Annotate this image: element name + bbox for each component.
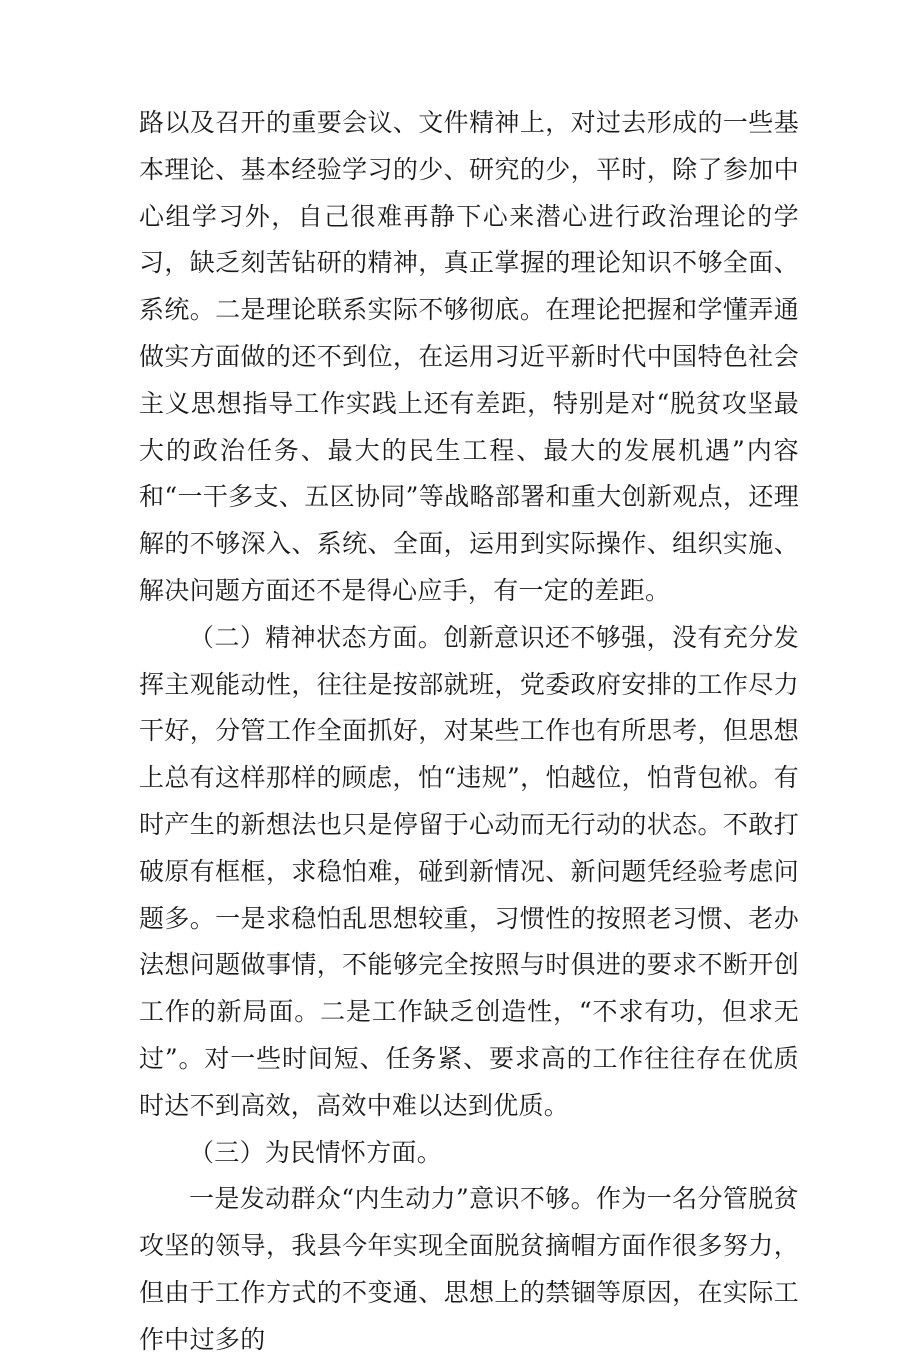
paragraph-continuation: 路以及召开的重要会议、文件精神上，对过去形成的一些基本理论、基本经验学习的少、研究的少，平时，除了参加中心组学习外，自己很难再静下心来潜心进行政治理论的学习，缺乏刻苦钻研的精神，真正掌握的理论知识不够全面、系统。二是理论联系实际不够彻底。在理论把握和学懂弄通做实方面做的还不到位，在运用习近平新时代中国特色社会主义思想指导工作实践上还有差距，特别是对“脱贫攻坚最大的政治任务、最大的民生工程、最大的发展机遇”内容和“一干多支、五区协同”等战略部署和重大创新观点，还理解的不够深入、系统、全面，运用到实际操作、组织实施、解决问题方面还不是得心应手，有一定的差距。	[139, 108, 799, 605]
paragraph-section-three-point-one: 一是发动群众“内生动力”意识不够。作为一名分管脱贫攻坚的领导，我县今年实现全面脱贫摘帽方面作很多努力，但由于工作方式的不变通、思想上的禁锢等原因，在实际工作中过多的	[139, 1184, 799, 1354]
document-body	[139, 100, 799, 1364]
paragraph-section-two: （二）精神状态方面。创新意识还不够强，没有充分发挥主观能动性，往往是按部就班，党委政府安排的工作尽力干好，分管工作全面抓好，对某些工作也有所思考，但思想上总有这样那样的顾虑，怕“违规”，怕越位，怕背包袱。有时产生的新想法也只是停留于心动而无行动的状态。不敢打破原有框框，求稳怕难，碰到新情况、新问题凭经验考虑问题多。一是求稳怕乱思想较重，习惯性的按照老习惯、老办法想问题做事情，不能够完全按照与时俱进的要求不断开创工作的新局面。二是工作缺乏创造性，“不求有功，但求无过”。对一些时间短、任务紧、要求高的工作往往存在优质时达不到高效，高效中难以达到优质。	[139, 622, 799, 1120]
heading-section-three: （三）为民情怀方面。	[189, 1137, 443, 1167]
